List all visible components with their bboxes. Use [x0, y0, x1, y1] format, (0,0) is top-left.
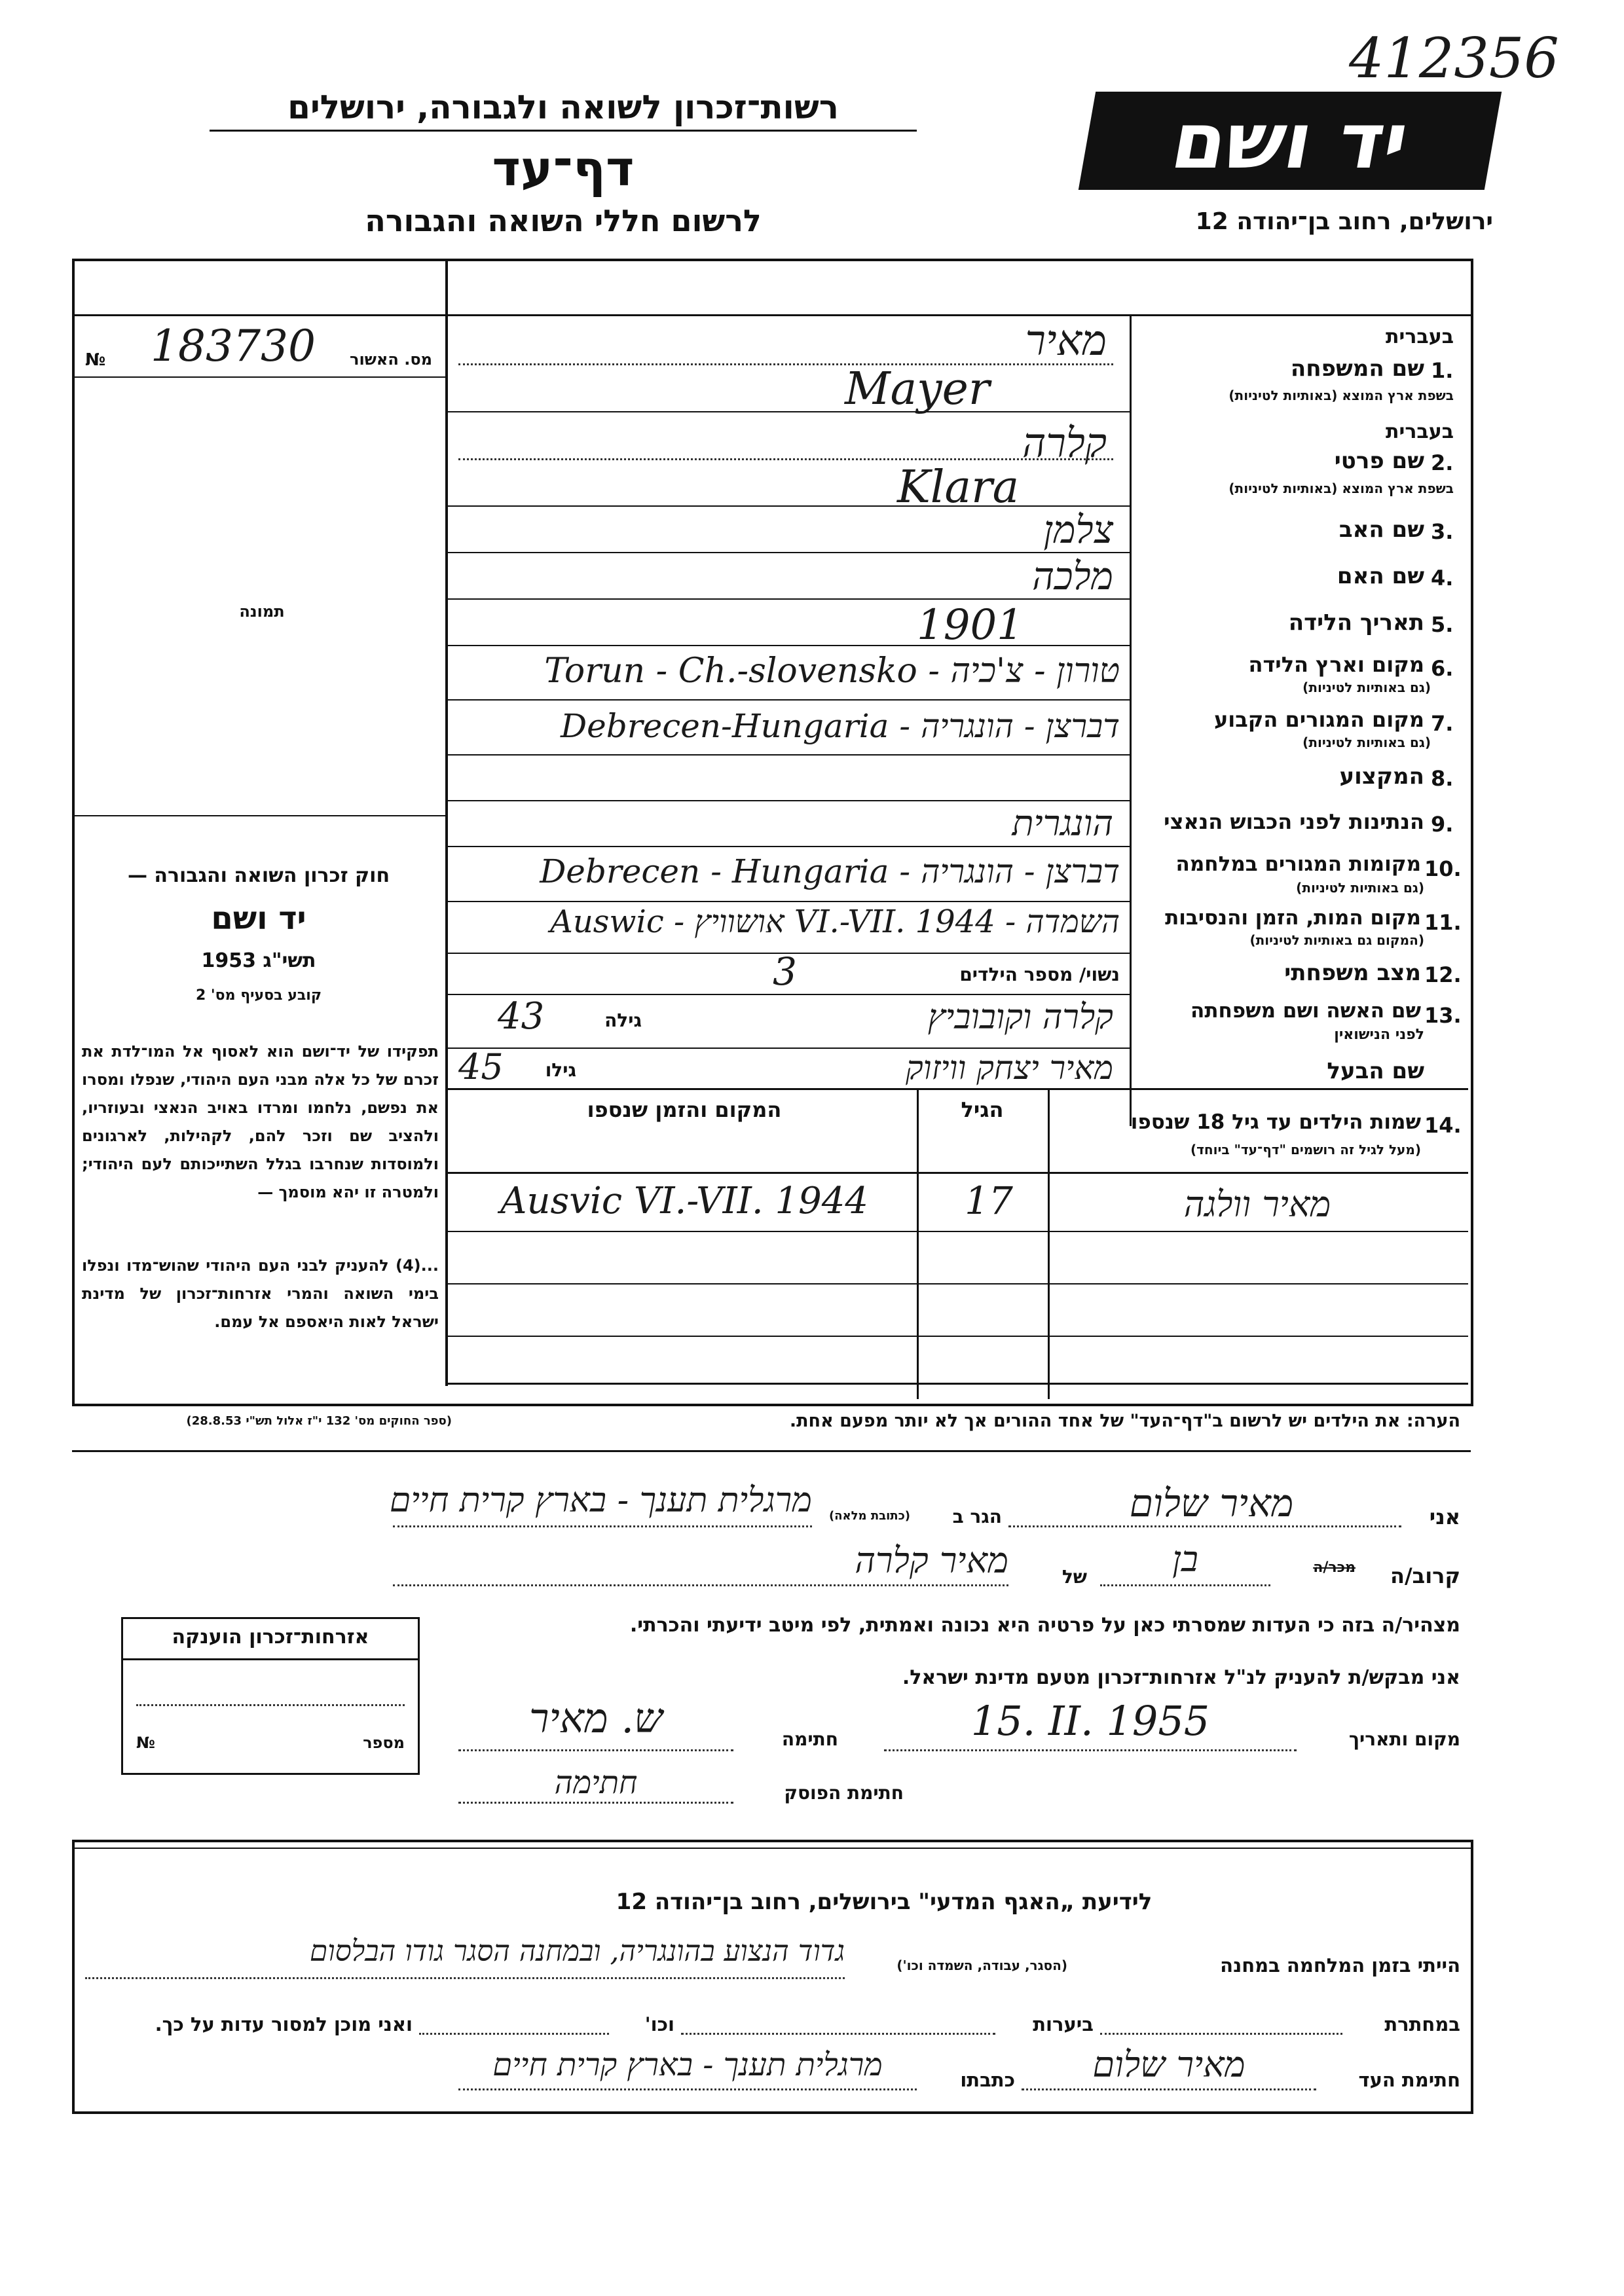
f4-value: מלכה — [1032, 554, 1113, 598]
f14-label: שמות הילדים עד גיל 18 שנספו — [1130, 1110, 1421, 1134]
f8-num: 8. — [1431, 766, 1454, 791]
citizenship-box — [121, 1617, 420, 1775]
f1-num: 1. — [1431, 358, 1454, 383]
law-reference: (ספר החוקים מס' 132 י"ז אלול תש"י 28.8.53) — [186, 1414, 452, 1428]
f6-label: מקום וארץ הלידה — [1248, 652, 1424, 677]
declarant-signature: ש. מאיר — [529, 1694, 663, 1742]
f1-sub: בשפת ארץ המוצא (באותיות לטיניות) — [1228, 388, 1454, 403]
f12-label: מצב משפחתי — [1284, 960, 1421, 986]
number-sign: № — [85, 350, 106, 370]
note: הערה: את הילדים יש לרשום ב"דף־העד" של אחד ההורים אך לא יותר מפעם אחת. — [789, 1411, 1460, 1431]
child-age: 17 — [965, 1178, 1013, 1223]
witness-header: לידיעת „האגף המדעי" בירושלים, רחוב בן־יהודה 12 — [616, 1889, 1153, 1915]
f13-num: 13. — [1424, 1003, 1462, 1028]
f3-label: שם האב — [1338, 517, 1424, 543]
child-name: מאיר וולגה — [1183, 1184, 1331, 1225]
law-name: יד ושם — [211, 900, 306, 937]
f2-sub: בשפת ארץ המוצא (באותיות לטיניות) — [1228, 481, 1454, 496]
witness-signature: מאיר שלום — [1092, 2044, 1246, 2085]
approval-number: 183730 — [151, 321, 316, 371]
authority-title: רשות־זכרון לשואה ולגבורה, ירושלים — [287, 88, 839, 126]
f5-num: 5. — [1431, 612, 1454, 637]
relation-options: מכר/ה — [1313, 1559, 1356, 1576]
f11-label: מקום המות, הזמן והנסיבות — [1165, 906, 1421, 930]
relation-value: בן — [1172, 1539, 1198, 1580]
declarant-address: מרגלית תענך - בארץ קרית חיים — [389, 1481, 812, 1520]
husband-value: מאיר יצחק וויזוק — [906, 1049, 1113, 1087]
husband-age-label: גילו — [545, 1059, 576, 1081]
f7-sub: (גם באותיות לטיניות) — [1302, 735, 1431, 750]
f9-label: הנתינות לפני הכבוש הנאצי — [1164, 809, 1424, 834]
f14-num: 14. — [1424, 1113, 1462, 1138]
witness-camp-options: (הסגר, עבודה, השמדה וכו') — [896, 1958, 1067, 1973]
f2-latin-value: Klara — [897, 462, 1020, 513]
resides-sub: (כתובת מלאה) — [828, 1509, 910, 1523]
witness-address: מרגלית תענך - בארץ קרית חיים — [492, 2047, 883, 2083]
f1-hebrew-label: בעברית — [1386, 325, 1454, 348]
of-label: של — [1061, 1566, 1087, 1588]
address: ירושלים, רחוב בן־יהודה 12 — [1195, 208, 1493, 235]
child-place: Ausvic VI.-VII. 1944 — [500, 1180, 868, 1222]
place-date-value: 15. II. 1955 — [970, 1697, 1210, 1745]
law-year: תשי"ג 1953 — [201, 949, 316, 972]
f14-place-column: המקום והזמן שנספו — [587, 1097, 782, 1122]
citizenship-request: אני מבקש/ת להעניק לנ"ל אזרחות־זכרון מטעם מדינת ישראל. — [902, 1666, 1460, 1689]
f13-label: שם האשה ושם משפחתה — [1190, 999, 1421, 1023]
husband-label: שם הבעל — [1327, 1058, 1424, 1084]
etc-label: וכו' — [644, 2013, 674, 2035]
resides-label: הגר ב — [952, 1506, 1002, 1527]
declarant-ani: אני — [1429, 1504, 1460, 1529]
f7-num: 7. — [1431, 711, 1454, 736]
official-signature-label: חתימת הפוסק — [784, 1782, 904, 1804]
f1-latin-value: Mayer — [845, 363, 990, 415]
f2-num: 2. — [1431, 450, 1454, 475]
f2-hebrew-value: קלרה — [1022, 419, 1107, 467]
f2-label: שם פרטי — [1334, 448, 1424, 474]
f7-value: Debrecen-Hungaria - דברצן - הונגריה — [561, 707, 1120, 745]
declaration-statement: מצהיר/ה בזה כי העדות שמסרתי כאן על פרטיה היא נכונה ואמתית, לפי מיטב ידיעתי והכרתי. — [629, 1614, 1460, 1637]
ready-to-testify: ואני מוכן למסור עדות על כך. — [155, 2013, 413, 2035]
law-body: תפקידו של יד־ושם הוא לאסוף אל המו־לדת את זכרם של כל אלה מבני העם היהודי, שנפלו ומסרו את נפשם, נלחמו ומרדו באויב הנאצי ובעוזריו, ולהציב שם וזכר להם, לקהילות, לארגונים ולמוסדות שנחרבו בגלל השתייכותם לעם היהודי; ולמטרה זו יהא מוסמך — — [82, 1042, 439, 1201]
archive-number: 412356 — [1349, 26, 1559, 90]
f12-children-count: 3 — [773, 949, 797, 994]
f1-label: שם המשפחה — [1290, 355, 1424, 382]
f6-num: 6. — [1431, 656, 1454, 681]
relation-label: קרוב/ה — [1390, 1563, 1460, 1588]
witness-camp-value: גדוד הנצוע בהונגריה, ובמחנה הסגר גודו הבלסום — [309, 1935, 845, 1968]
underground-label: במחתרת — [1384, 2013, 1460, 2035]
f3-num: 3. — [1431, 519, 1454, 544]
f5-label: תאריך הלידה — [1288, 610, 1424, 636]
f3-value: צלמן — [1043, 507, 1113, 552]
f11-num: 11. — [1424, 910, 1462, 935]
f12-children-label: נשוי/ מספר הילדים — [959, 964, 1120, 985]
page-title: דף־עד — [492, 141, 635, 197]
citizenship-box-number-sign: № — [136, 1734, 155, 1752]
f2-hebrew-label: בעברית — [1386, 420, 1454, 443]
f4-label: שם האם — [1337, 563, 1424, 589]
forests-label: ביערות — [1033, 2013, 1094, 2035]
f13-value: קלרה וקובוביץ — [927, 998, 1113, 1037]
law-clause: קובע בסעיף מס' 2 — [195, 987, 322, 1004]
f7-label: מקום המגורים הקבוע — [1213, 707, 1424, 732]
page-subtitle: לרשום חללי השואה והגבורה — [365, 203, 762, 238]
f14-age-column: הגיל — [961, 1097, 1004, 1122]
f6-value: Torun - Ch.-slovensko - טורון - צ'כיה — [544, 651, 1120, 691]
f9-value: הונגרית — [1012, 803, 1113, 844]
law-title: חוק זכרון השואה והגבורה — — [127, 864, 390, 887]
law-body-2: ...(4) להעניק לבני העם היהודי שהוש־מדו ונפלו בימי השואה והמרי אזרחות־זכרון של מדינת ישראל לאות היאספם אל עמם. — [82, 1256, 439, 1331]
of-value: מאיר קלרה — [855, 1540, 1008, 1581]
f8-label: המקצוע — [1339, 763, 1424, 790]
f13-sub: לפני הנישואין — [1334, 1027, 1424, 1043]
witness-camp-label: הייתי בזמן המלחמה במחנה — [1220, 1954, 1460, 1977]
witness-signature-label: חתימת העד — [1358, 2069, 1460, 2091]
f13-age: 43 — [498, 995, 545, 1038]
f10-num: 10. — [1424, 856, 1462, 881]
f10-value: Debrecen - Hungaria - דברצן - הונגריה — [540, 852, 1120, 890]
f4-num: 4. — [1431, 566, 1454, 591]
f11-value: Auswic - אושוויץ VI.-VII. 1944 - השמדה — [550, 903, 1120, 940]
official-signature: חתימה — [554, 1764, 638, 1801]
f13-age-label: גילה — [604, 1010, 642, 1031]
f6-sub: (גם באותיות לטיניות) — [1302, 680, 1431, 695]
f9-num: 9. — [1431, 812, 1454, 837]
signature-label: חתימה — [781, 1728, 838, 1750]
photo-label: תמונה — [239, 602, 285, 621]
f11-sub: (המקום גם באותיות לטיניות) — [1249, 932, 1424, 948]
f5-value: 1901 — [917, 601, 1024, 649]
f12-num: 12. — [1424, 962, 1462, 987]
place-date-label: מקום ותאריך — [1348, 1728, 1460, 1750]
f14-sub: (מעל לגיל זה רושמים "דף־עד" ביוחד) — [1190, 1142, 1421, 1157]
husband-age: 45 — [458, 1046, 504, 1087]
declarant-name: מאיר שלום — [1129, 1481, 1294, 1525]
f10-sub: (גם באותיות לטיניות) — [1296, 880, 1424, 896]
citizenship-box-title: אזרחות־זכרון הוענקה — [172, 1626, 369, 1649]
citizenship-box-number-label: מספר — [363, 1734, 405, 1752]
witness-address-label: כתבתו — [960, 2069, 1015, 2091]
f10-label: מקומות המגורים במלחמה — [1175, 852, 1421, 876]
f1-hebrew-value: מאיר — [1025, 317, 1107, 365]
approval-label: מס. האשור — [350, 350, 432, 369]
yad-vashem-logo: יד ושם — [1079, 92, 1502, 190]
